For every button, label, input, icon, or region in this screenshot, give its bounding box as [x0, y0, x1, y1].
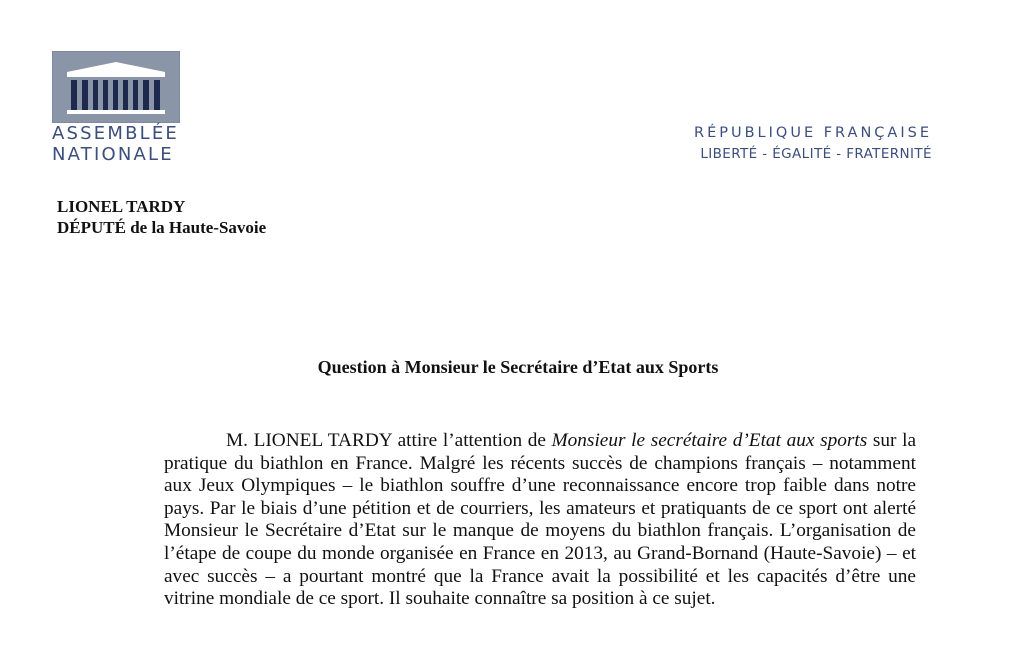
- palais-bourbon-emblem: [52, 51, 180, 123]
- question-title: Question à Monsieur le Secrétaire d’Etat aux Sports: [317, 357, 719, 377]
- devise-line: LIBERTÉ - ÉGALITÉ - FRATERNITÉ: [700, 146, 932, 162]
- republique-francaise-header: [694, 122, 932, 164]
- colonnade-icon: [53, 52, 179, 122]
- deputy-role: DÉPUTÉ de la Haute-Savoie: [57, 218, 267, 237]
- assemblee-nationale-logo: [52, 51, 180, 166]
- question-text: sur la pratique du biathlon en France. Malgré les récents succès de champions français – notamment aux Jeux Olympiques – le biathlon souffre d’une reconnaissance encore trop faible dans notre pays. Par le biais d’une pétition et de courriers, les amateurs et pratiquants de ce sport ont alerté Monsieur le Secrétaire d’Etat sur le manque de moyens du biathlon français. L’organisation de l’étape de coupe du monde organisée en France en 2013, au Grand-Bornand (Haute-Savoie) – et avec succès – a pourtant montré que la France avait la possibilité et les capacités d’être une vitrine mondiale de ce sport. Il souhaite connaître sa position à ce sujet.: [164, 430, 916, 610]
- deputy-name: LIONEL TARDY: [57, 197, 186, 216]
- deputy-block: [57, 196, 266, 238]
- logo-line-1: ASSEMBLÉE: [52, 123, 179, 144]
- logo-line-2: NATIONALE: [52, 144, 174, 165]
- question-addressee: Monsieur le secrétaire d’Etat aux sports: [551, 430, 868, 451]
- question-body: [164, 430, 916, 611]
- question-intro: M. LIONEL TARDY attire l’attention de: [226, 430, 552, 451]
- republique-line: RÉPUBLIQUE FRANÇAISE: [694, 125, 932, 141]
